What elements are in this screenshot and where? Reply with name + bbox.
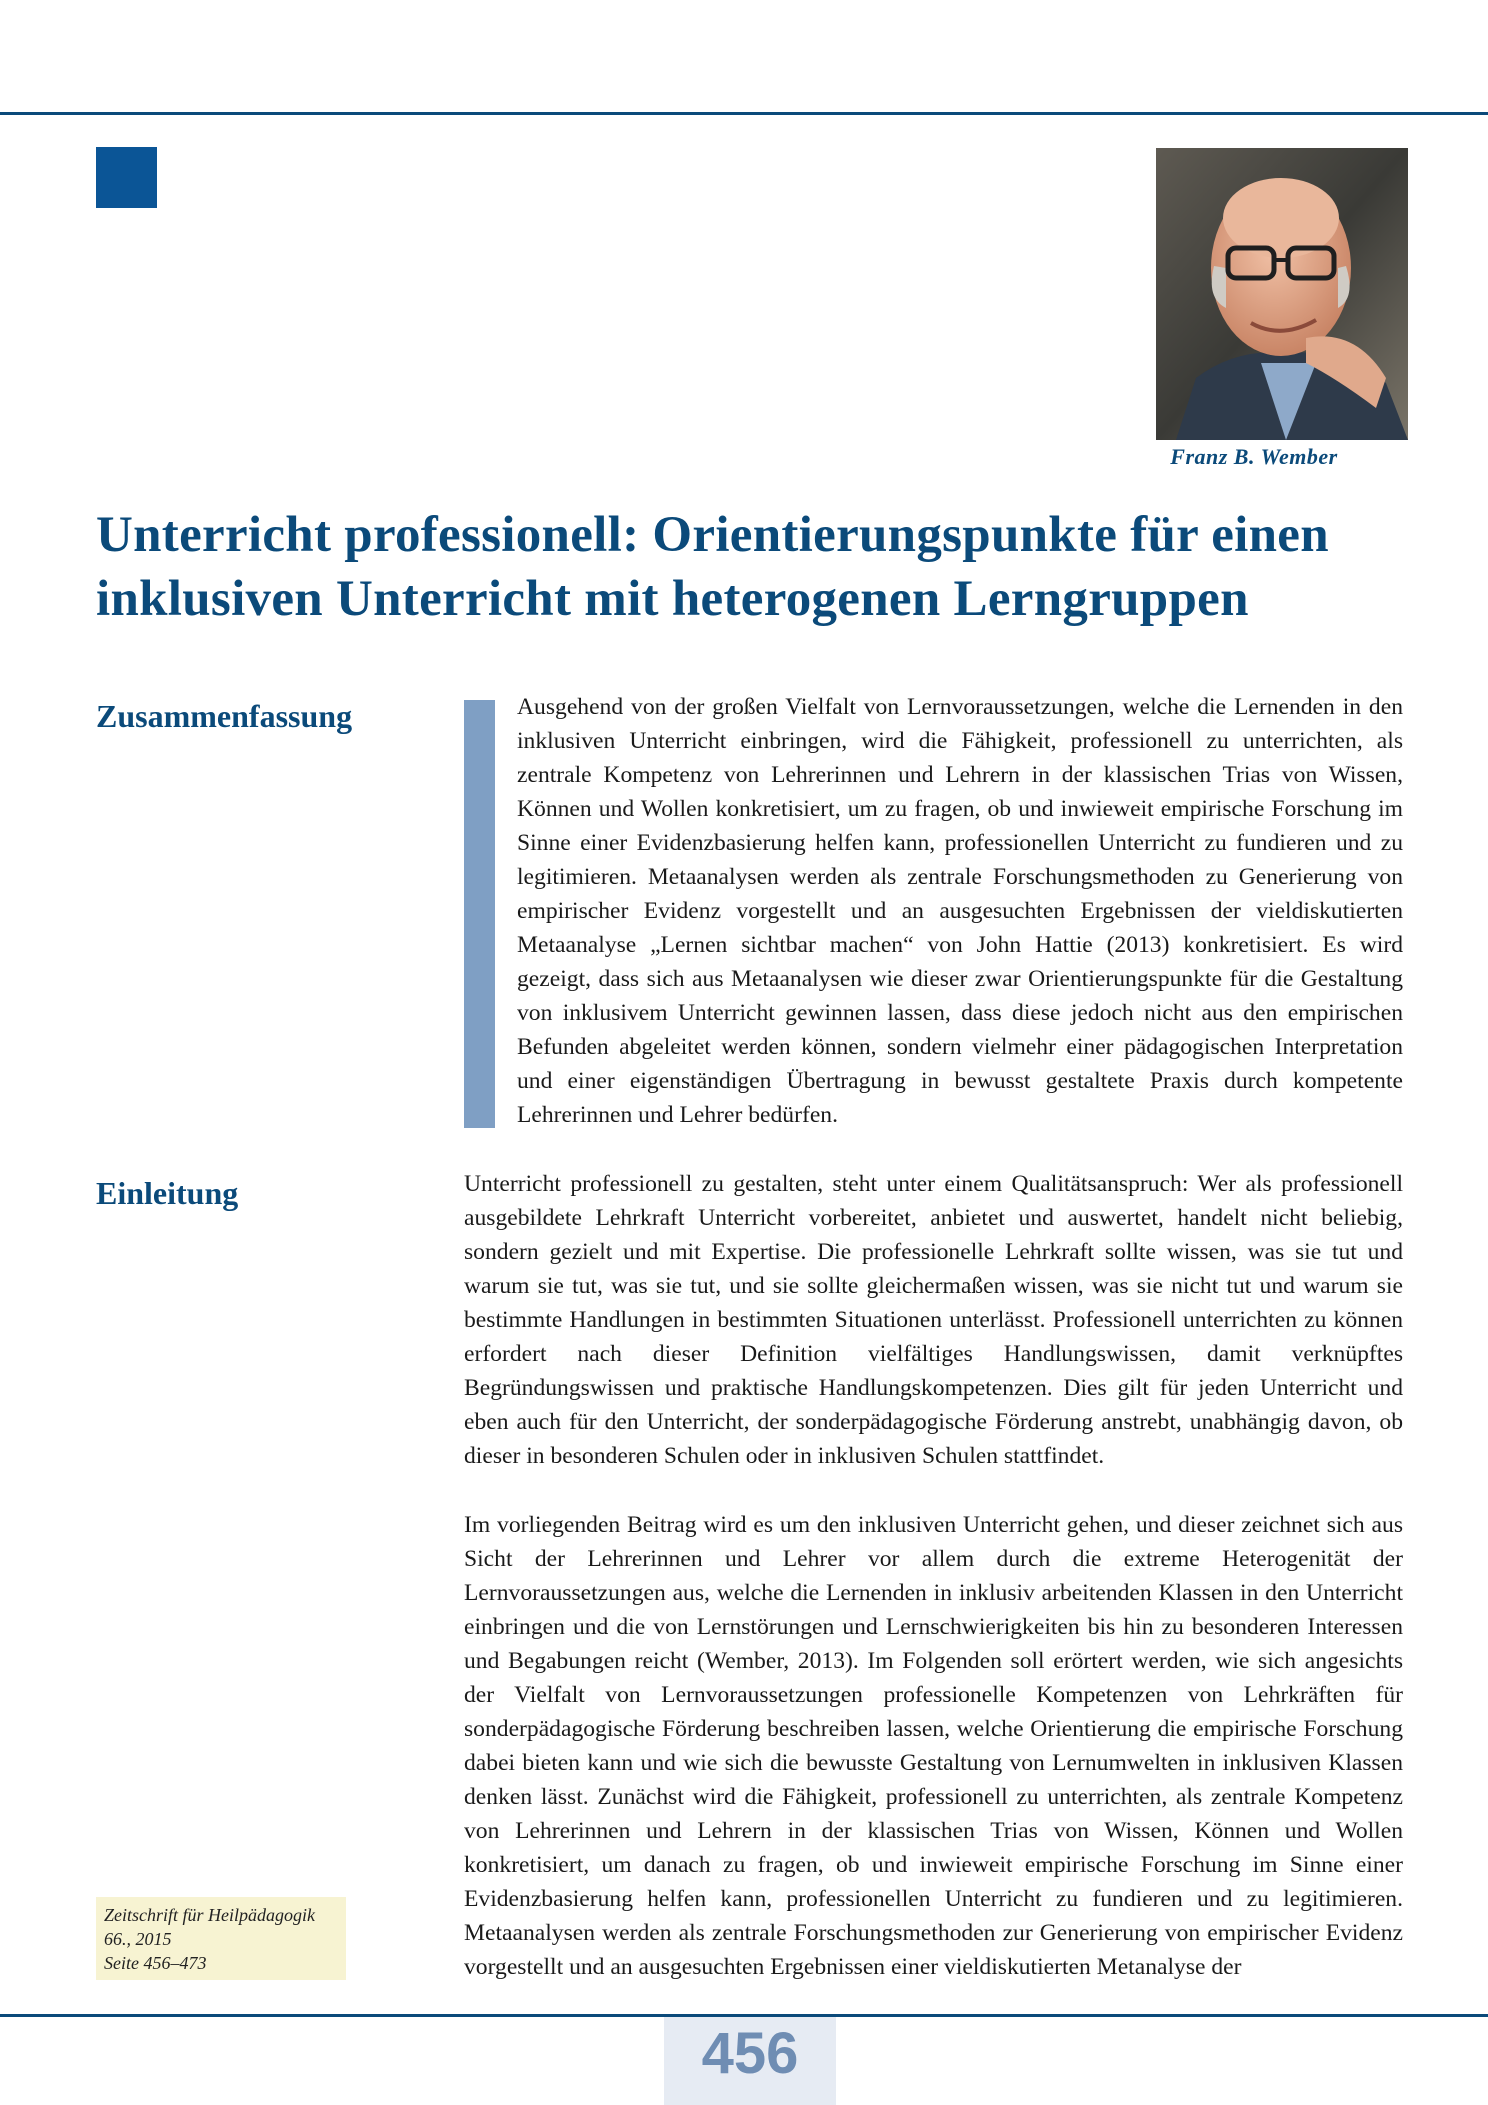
journal-citation [96, 1897, 346, 1980]
title-line-2: inklusiven Unterricht mit heterogenen Lerngruppen [96, 571, 1249, 627]
section-marker-square [96, 147, 157, 208]
top-rule [0, 112, 1488, 115]
title-line-1: Unterricht professionell: Orientierungspunkte für einen [96, 507, 1329, 563]
article-title [96, 503, 1416, 631]
abstract-text: Ausgehend von der großen Vielfalt von Lernvoraussetzungen, welche die Lernenden in den inklusiven Unterricht einbringen, wird die Fähigkeit, professionell zu unterrichten, als zentrale Kompetenz von Lehrerinnen und Lehrern in der klassischen Trias von Wissen, Können und Wollen konkretisiert, um zu fragen, ob und inwieweit empirische Forschung im Sinne einer Evidenzbasierung helfen kann, professionellen Unterricht zu fundieren und zu legitimieren. Metaanalysen werden als zentrale Forschungsmethoden zu Generierung von empirischer Evidenz vorgestellt und an ausgesuchten Ergebnissen der vieldiskutierten Metaanalyse „Lernen sichtbar machen“ von John Hattie (2013) konkretisiert. Es wird gezeigt, dass sich aus Metaanalysen wie dieser zwar Orientierungspunkte für die Gestaltung von inklusivem Unterricht gewinnen lassen, dass diese jedoch nicht aus den empirischen Befunden abgeleitet werden können, sondern vielmehr einer pädagogischen Interpretation und einer eigenständigen Übertragung in bewusst gestaltete Praxis durch kompetente Lehrerinnen und Lehrer bedürfen. [517, 694, 1403, 1128]
page-number: 456 [664, 2017, 836, 2105]
citation-volume: 66., 2015 [104, 1929, 172, 1949]
abstract-bar [464, 700, 495, 1128]
citation-journal: Zeitschrift für Heilpädagogik [104, 1905, 315, 1925]
abstract-heading: Zusammenfassung [96, 698, 353, 734]
author-name: Franz B. Wember [1170, 444, 1338, 469]
intro-paragraph-2: Im vorliegenden Beitrag wird es um den inklusiven Unterricht gehen, und dieser zeichnet sich aus Sicht der Lehrerinnen und Lehrer vor allem durch die extreme Heterogenität der Lernvoraussetzungen aus, welche die Lernenden in inklusiv arbeitenden Klassen in den Unterricht einbringen und die von Lernstörungen und Lernschwierigkeiten bis hin zu besonderen Interessen und Begabungen reicht (Wember, 2013). Im Folgenden soll erörtert werden, wie sich angesichts der Vielfalt von Lernvoraussetzungen professionelle Kompetenzen von Lehrkräften für sonderpädagogische Förderung beschreiben lassen, welche Orientierung die empirische Forschung dabei bieten kann und wie sich die bewusste Gestaltung von Lernumwelten in inklusiven Klassen denken lässt. Zunächst wird die Fähigkeit, professionell zu unterrichten, als zentrale Kompetenz von Lehrerinnen und Lehrern in der klassischen Trias von Wissen, Können und Wollen konkretisiert, um danach zu fragen, ob und inwieweit empirische Forschung im Sinne einer Evidenzbasierung helfen kann, professionellen Unterricht zu fundieren und zu legitimieren. Metaanalysen werden als zentrale Forschungsmethoden zur Generierung von empirischer Evidenz vorgestellt und an ausgesuchten Ergebnissen einer vieldiskutierten Metanalyse der [464, 1512, 1403, 1980]
citation-pages: Seite 456–473 [104, 1953, 207, 1973]
intro-heading: Einleitung [96, 1175, 239, 1211]
intro-paragraph-1: Unterricht professionell zu gestalten, steht unter einem Qualitätsanspruch: Wer als professionell ausgebildete Lehrkraft Unterricht vorbereitet, anbietet und auswertet, handelt nicht beliebig, sondern gezielt und mit Expertise. Die professionelle Lehrkraft sollte wissen, was sie tut und warum sie tut, was sie tut, und sie sollte gleichermaßen wissen, was sie nicht tut und warum sie bestimmte Handlungen in bestimmten Situationen unterlässt. Professionell unterrichten zu können erfordert nach dieser Definition vielfältiges Handlungswissen, damit verknüpftes Begründungswissen und praktische Handlungskompetenzen. Dies gilt für jeden Unterricht und eben auch für den Unterricht, der sonderpädagogische Förderung anstrebt, unabhängig davon, ob dieser in besonderen Schulen oder in inklusiven Schulen stattfindet. [464, 1171, 1403, 1469]
author-photo [1156, 148, 1408, 440]
